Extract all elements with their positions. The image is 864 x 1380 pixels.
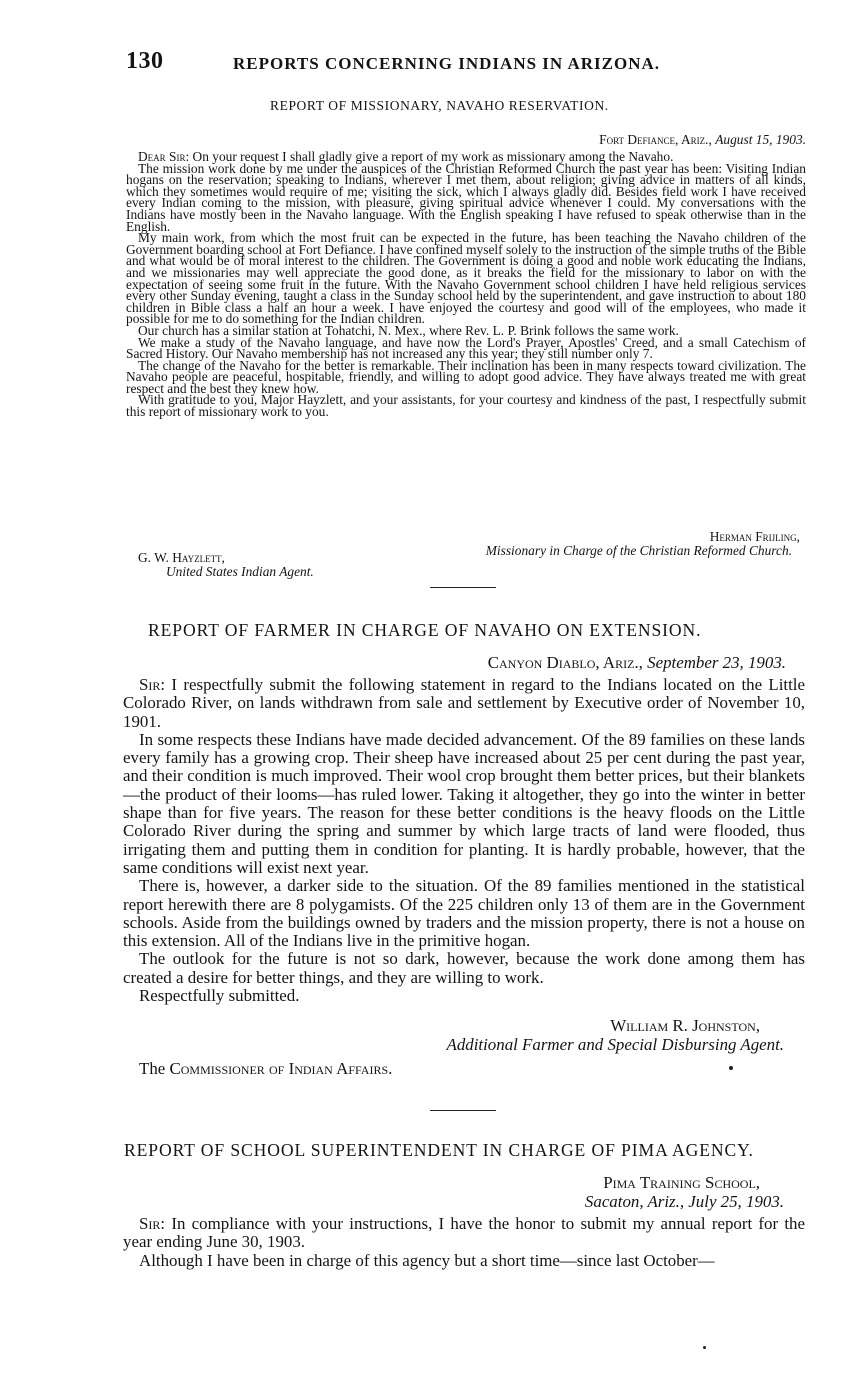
report2-addressee — [139, 1060, 392, 1078]
report2-dateline — [488, 654, 786, 672]
report1-p1: On your request I shall gladly give a report of my work as missionary among the Navaho. — [192, 149, 674, 164]
report2-addressee-name: Commissioner of Indian Affairs. — [169, 1059, 393, 1078]
page-number: 130 — [126, 48, 164, 74]
report1-signature-name: Herman Frijling, — [709, 529, 800, 544]
report1-p2: The mission work done by me under the auspices of the Christian Reformed Church the past year has been: Visiting Indian hogans on the reservation; speaking to Indians, wherever I met them, about religion; giving advice in matters of all kinds, which they sometimes would require of me; visiting the sick, which I always gladly did. Besides field work I have received every Indian coming to the mission, with pleasure, giving spiritual advice whenever I could. My conversations with the Indians have mostly been in the Navaho language. With the English speaking I have refused to speak otherwise than in the English. — [126, 160, 806, 234]
running-title: REPORTS CONCERNING INDIANS IN ARIZONA. — [233, 54, 661, 73]
report1-p3: My main work, from which the most fruit can be expected in the future, has been teaching the Navaho children of the Government boarding school at Fort Defiance. I have confined myself solely to the instruction of the simple truths of the Bible and what would be of moral interest to the children. The Government is doing a good and noble work educating the Indians, and we missionaries may well appreciate the good done, as it breaks the field for the missionary to labor on with the expectation of seeing some fruit in the future. With the Navaho Government school children I have held religious services every other Sunday evening, taught a class in the Sunday school held by the superintendent, and gave instruction to about 180 children in Bible class a half an hour a week. I have enjoyed the courtesy and good will of the employees, who made it possible for me to do something for the Indian children. — [126, 230, 806, 327]
report2-body — [123, 676, 805, 1005]
report2-p4: The outlook for the future is not so dark, however, because the work done among them has created a desire for better things, and they are willing to work. — [123, 949, 805, 987]
report1-p5: We make a study of the Navaho language, and have now the Lord's Prayer, Apostles' Creed, and a small Catechism of Sacred History. Our Navaho membership has not increased any this year; they still number only 7. — [126, 334, 806, 362]
report1-signature — [486, 531, 800, 556]
report3-body — [123, 1215, 805, 1270]
report1-heading: REPORT OF MISSIONARY, NAVAHO RESERVATION. — [270, 98, 609, 113]
report1-dateline-place: Fort Defiance, Ariz., — [599, 132, 712, 147]
report2-p3: There is, however, a darker side to the situation. Of the 89 families mentioned in the statistical report herewith there are 8 polygamists. Of the 225 children only 13 of them are in the Government schools. Aside from the buildings owned by traders and the mission property, there is not a house on this extension. All of the Indians live in the primitive hogan. — [123, 876, 805, 951]
report2-closing: Respectfully submitted. — [139, 986, 300, 1006]
report1-signature-title: Missionary in Charge of the Christian Reformed Church. — [485, 542, 792, 558]
section-divider — [430, 587, 496, 588]
report1-body — [126, 151, 806, 418]
report1-dateline-date: August 15, 1903. — [715, 132, 806, 147]
report1-dateline — [599, 134, 806, 146]
report2-addressee-prefix: The — [139, 1059, 166, 1078]
report2-heading: REPORT OF FARMER IN CHARGE OF NAVAHO ON EXTENSION. — [148, 620, 702, 640]
report2-dateline-place: Canyon Diablo, Ariz., — [487, 653, 643, 672]
report3-dateline-line1: Pima Training School, — [603, 1173, 760, 1192]
section-divider — [430, 1110, 496, 1111]
report3-p1: In compliance with your instructions, I have the honor to submit my annual report for the year ending June 30, 1903. — [123, 1214, 805, 1252]
report3-salutation: Sir: — [139, 1214, 166, 1233]
report3-heading: REPORT OF SCHOOL SUPERINTENDENT IN CHARGE OF PIMA AGENCY. — [124, 1140, 754, 1160]
report2-dateline-date: September 23, 1903. — [647, 653, 786, 672]
report1-addressee — [138, 552, 314, 577]
report2-signature-name: William R. Johnston, — [610, 1016, 760, 1035]
report1-addressee-name: G. W. Hayzlett, — [138, 550, 225, 565]
report1-p7: With gratitude to you, Major Hayzlett, and your assistants, for your courtesy and kindness of the past, I respectfully submit this report of missionary work to you. — [126, 392, 806, 420]
page-header — [126, 48, 806, 84]
report1-addressee-title: United States Indian Agent. — [166, 563, 314, 579]
ink-speck — [703, 1346, 706, 1349]
report2-signature-title: Additional Farmer and Special Disbursing Agent. — [446, 1035, 784, 1055]
report3-dateline-line2: Sacaton, Ariz., July 25, 1903. — [584, 1192, 784, 1212]
report1-p6: The change of the Navaho for the better is remarkable. Their inclination has been in many respects toward civilization. The Navaho people are peaceful, hospitable, friendly, and willing to adopt good advice. They have always treated me with great respect and the best they knew how. — [126, 357, 806, 396]
report2-p1: I respectfully submit the following statement in regard to the Indians located on the Little Colorado River, on lands withdrawn from sale and settlement by Executive order of November 10, 1901. — [123, 675, 805, 731]
report2-signature — [447, 1017, 784, 1055]
report3-p2: Although I have been in charge of this agency but a short time—since last October— — [139, 1250, 715, 1270]
report2-salutation: Sir: — [139, 675, 166, 694]
report2-p2: In some respects these Indians have made decided advancement. Of the 89 families on these lands every family has a growing crop. Their sheep have increased about 25 per cent during the past year, and their condition is much improved. Their wool crop brought them better prices, but their blankets—the product of their looms—has ruled lower. Taking it altogether, they go into the winter in better shape than for five years. The reason for these better conditions is the heavy floods on the Little Colorado River during the spring and summer by which large tracts of land were flooded, thus irrigating them and putting them in condition for planting. It is hardly probable, however, that the same conditions will exist next year. — [123, 729, 805, 877]
ink-speck — [729, 1066, 733, 1070]
report1-p4: Our church has a similar station at Tohatchi, N. Mex., where Rev. L. P. Brink follows the same work. — [138, 322, 679, 338]
report3-paragraph — [123, 1215, 805, 1252]
report1-salutation: Dear Sir: — [138, 149, 190, 164]
report2-paragraph — [123, 676, 805, 731]
report3-dateline — [585, 1174, 784, 1212]
